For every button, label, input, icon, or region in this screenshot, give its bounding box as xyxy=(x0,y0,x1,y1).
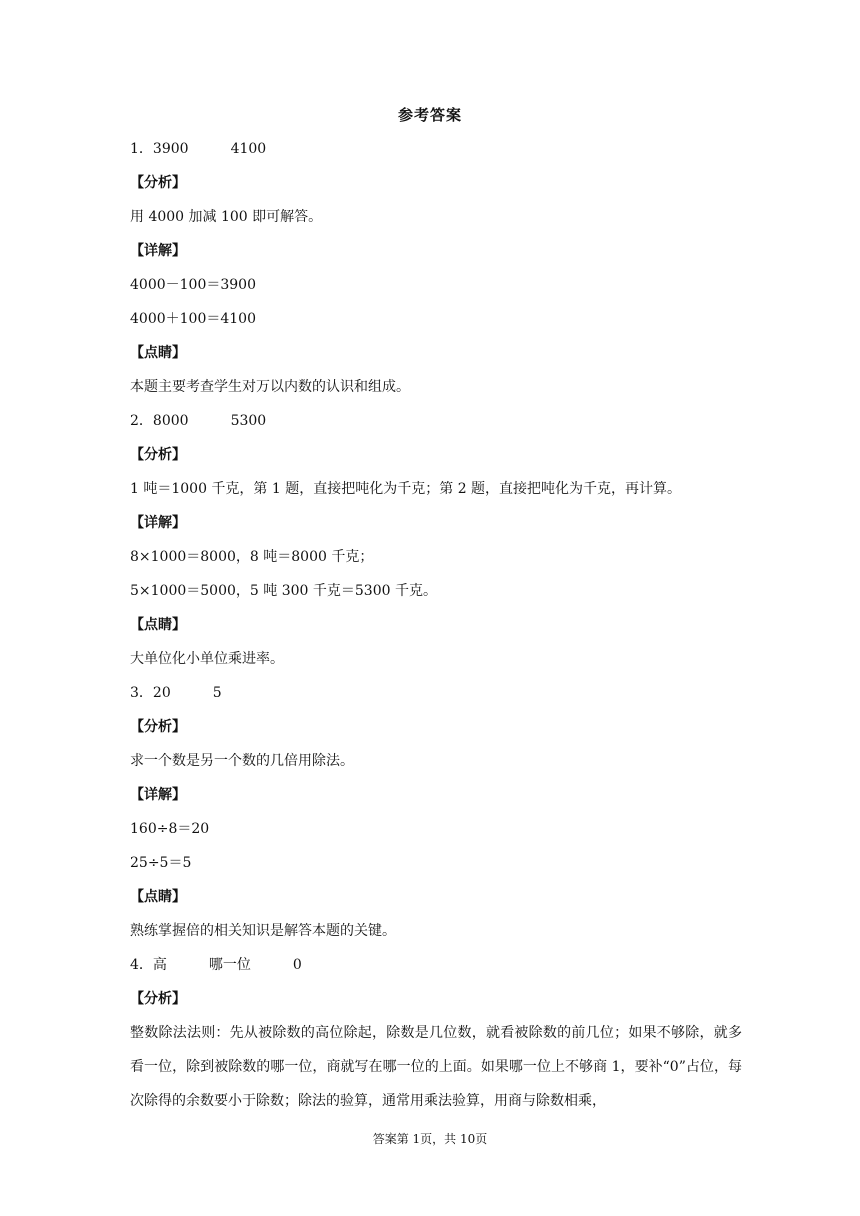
answer-content xyxy=(130,132,742,1118)
q1-analysis-text: 用 4000 加减 100 即可解答。 xyxy=(130,209,323,225)
q3-detail-tag: 【详解】 xyxy=(130,787,186,803)
q3-detail-line-1: 160÷8＝20 xyxy=(130,821,210,837)
q3-analysis-tag: 【分析】 xyxy=(130,719,186,735)
page-title: 参考答案 xyxy=(397,106,462,124)
q2-analysis-text: 1 吨＝1000 千克，第 1 题，直接把吨化为千克；第 2 题，直接把吨化为千克，再计算。 xyxy=(130,481,682,497)
q3-answer-2: 5 xyxy=(212,685,222,701)
q2-detail-tag: 【详解】 xyxy=(130,515,186,531)
q1-answer-line xyxy=(130,132,742,166)
q3-number: 3． xyxy=(130,685,153,701)
q4-answer-3: 0 xyxy=(292,957,302,973)
q3-detail-line-2: 25÷5＝5 xyxy=(130,855,192,871)
q1-answer-2: 4100 xyxy=(230,141,267,157)
q1-detail-tag: 【详解】 xyxy=(130,243,186,259)
q2-comment-tag: 【点睛】 xyxy=(130,617,186,633)
q2-answer-line xyxy=(130,404,742,438)
q1-answer-1: 3900 xyxy=(152,141,189,157)
q2-comment-text: 大单位化小单位乘进率。 xyxy=(130,651,284,667)
q1-detail-line-2: 4000＋100＝4100 xyxy=(130,311,256,327)
q4-answer-2: 哪一位 xyxy=(208,957,251,973)
q1-analysis-tag: 【分析】 xyxy=(130,175,186,191)
q2-answer-2: 5300 xyxy=(230,413,267,429)
q3-answer-1: 20 xyxy=(152,685,171,701)
q1-detail-line-1: 4000－100＝3900 xyxy=(130,277,256,293)
q3-comment-text: 熟练掌握倍的相关知识是解答本题的关键。 xyxy=(130,923,396,939)
q2-detail-line-2: 5×1000＝5000，5 吨 300 千克＝5300 千克。 xyxy=(130,583,437,599)
q4-analysis-tag: 【分析】 xyxy=(130,991,186,1007)
q4-analysis-text: 整数除法法则：先从被除数的高位除起，除数是几位数，就看被除数的前几位；如果不够除，就多看一位，除到被除数的哪一位，商就写在哪一位的上面。如果哪一位上不够商 1，要补“0”占位，每次除得的余数要小于除数；除法的验算，通常用乘法验算，用商与除数相乘， xyxy=(130,1025,742,1109)
q2-analysis-tag: 【分析】 xyxy=(130,447,186,463)
q3-analysis-text: 求一个数是另一个数的几倍用除法。 xyxy=(130,753,354,769)
q3-answer-line xyxy=(130,676,742,710)
q1-number: 1． xyxy=(130,141,153,157)
q4-answer-line xyxy=(130,948,742,982)
q2-answer-1: 8000 xyxy=(152,413,189,429)
q1-comment-text: 本题主要考查学生对万以内数的认识和组成。 xyxy=(130,379,410,395)
q4-number: 4． xyxy=(130,957,153,973)
q2-number: 2． xyxy=(130,413,153,429)
page-footer: 答案第 1页，共 10页 xyxy=(372,1132,488,1146)
q2-detail-line-1: 8×1000＝8000，8 吨＝8000 千克； xyxy=(130,549,374,565)
q4-answer-1: 高 xyxy=(152,957,167,973)
q1-comment-tag: 【点睛】 xyxy=(130,345,186,361)
q3-comment-tag: 【点睛】 xyxy=(130,889,186,905)
